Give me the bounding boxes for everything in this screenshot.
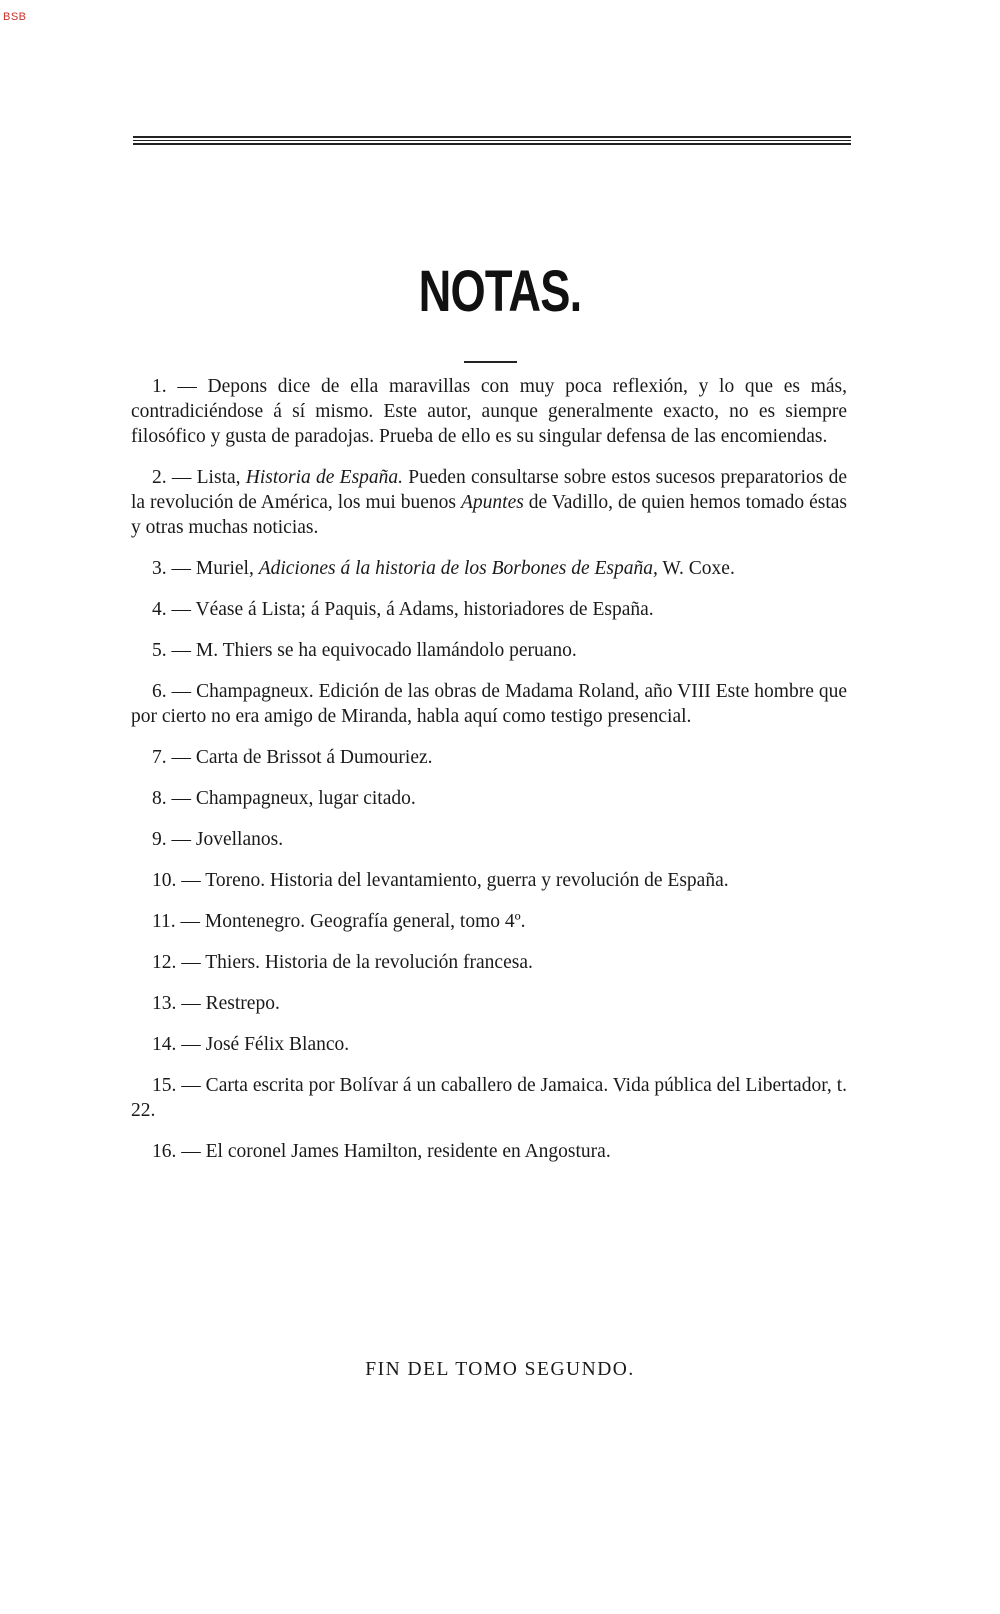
note-11 [131, 909, 847, 934]
page-title: NOTAS. [418, 259, 582, 324]
note-6 [131, 679, 847, 729]
note-number: 3. [152, 558, 167, 579]
note-text: — Véase á Lista; á Paquis, á Adams, historiadores de España. [171, 599, 654, 620]
note-italic-title: Adiciones á la historia de los Borbones de España, [258, 558, 658, 579]
notes-list [131, 374, 847, 1180]
note-text: — Carta escrita por Bolívar á un caballero de Jamaica. Vida pública del Libertador, t. 22. [131, 1075, 847, 1121]
note-text: — Montenegro. Geografía general, tomo 4º. [180, 911, 526, 932]
title-underline [464, 361, 517, 363]
note-13 [131, 991, 847, 1016]
note-number: 15. [152, 1075, 177, 1096]
note-14 [131, 1032, 847, 1057]
note-9 [131, 827, 847, 852]
library-watermark: BSB [3, 11, 27, 23]
note-8 [131, 786, 847, 811]
note-number: 11. [152, 911, 176, 932]
note-text: — M. Thiers se ha equivocado llamándolo peruano. [171, 640, 577, 661]
note-italic-title: Historia de España. [245, 467, 404, 488]
note-text: de Vadillo, de quien hemos tomado éstas y otras muchas noticias. [131, 492, 847, 538]
note-number: 13. [152, 993, 177, 1014]
note-number: 8. [152, 788, 167, 809]
note-number: 4. [152, 599, 167, 620]
note-3 [131, 556, 847, 581]
note-text: — Restrepo. [181, 993, 280, 1014]
note-number: 14. [152, 1034, 177, 1055]
note-number: 7. [152, 747, 167, 768]
header-double-rule [133, 136, 851, 145]
note-number: 12. [152, 952, 177, 973]
note-text: — Toreno. Historia del levantamiento, guerra y revolución de España. [181, 870, 729, 891]
note-7 [131, 745, 847, 770]
note-5 [131, 638, 847, 663]
note-4 [131, 597, 847, 622]
note-text: — José Félix Blanco. [181, 1034, 350, 1055]
note-number: 5. [152, 640, 167, 661]
note-number: 10. [152, 870, 177, 891]
note-number: 16. [152, 1141, 177, 1162]
note-text: — Muriel, [171, 558, 259, 579]
note-text: — Jovellanos. [171, 829, 284, 850]
note-number: 6. [152, 681, 167, 702]
note-10 [131, 868, 847, 893]
note-text: — Champagneux. Edición de las obras de Madama Roland, año VIII Este hombre que por cierto no era amigo de Miranda, habla aquí como testigo presencial. [131, 681, 847, 727]
note-text: — Depons dice de ella maravillas con muy poca reflexión, y lo que es más, contradiciéndose á sí mismo. Este autor, aunque generalmente exacto, no es siempre filosófico y gusta de paradojas. Prueba de ello es su singular defensa de las encomiendas. [131, 376, 847, 447]
note-number: 9. [152, 829, 167, 850]
note-text: — El coronel James Hamilton, residente en Angostura. [181, 1141, 611, 1162]
note-text: — Carta de Brissot á Dumouriez. [171, 747, 433, 768]
note-text: W. Coxe. [657, 558, 735, 579]
note-italic-title: Apuntes [461, 492, 524, 513]
note-number: 2. [152, 467, 167, 488]
note-1 [131, 374, 847, 449]
end-of-volume-text: FIN DEL TOMO SEGUNDO. [365, 1359, 635, 1380]
note-12 [131, 950, 847, 975]
note-text: — Thiers. Historia de la revolución francesa. [181, 952, 533, 973]
note-2 [131, 465, 847, 540]
note-text: — Champagneux, lugar citado. [171, 788, 416, 809]
note-15 [131, 1073, 847, 1123]
note-16 [131, 1139, 847, 1164]
note-number: 1. [152, 376, 167, 397]
note-text: — Lista, [171, 467, 246, 488]
note-text: Pueden consultarse sobre estos sucesos preparatorios de la revolución de América, los mui buenos [131, 467, 848, 513]
